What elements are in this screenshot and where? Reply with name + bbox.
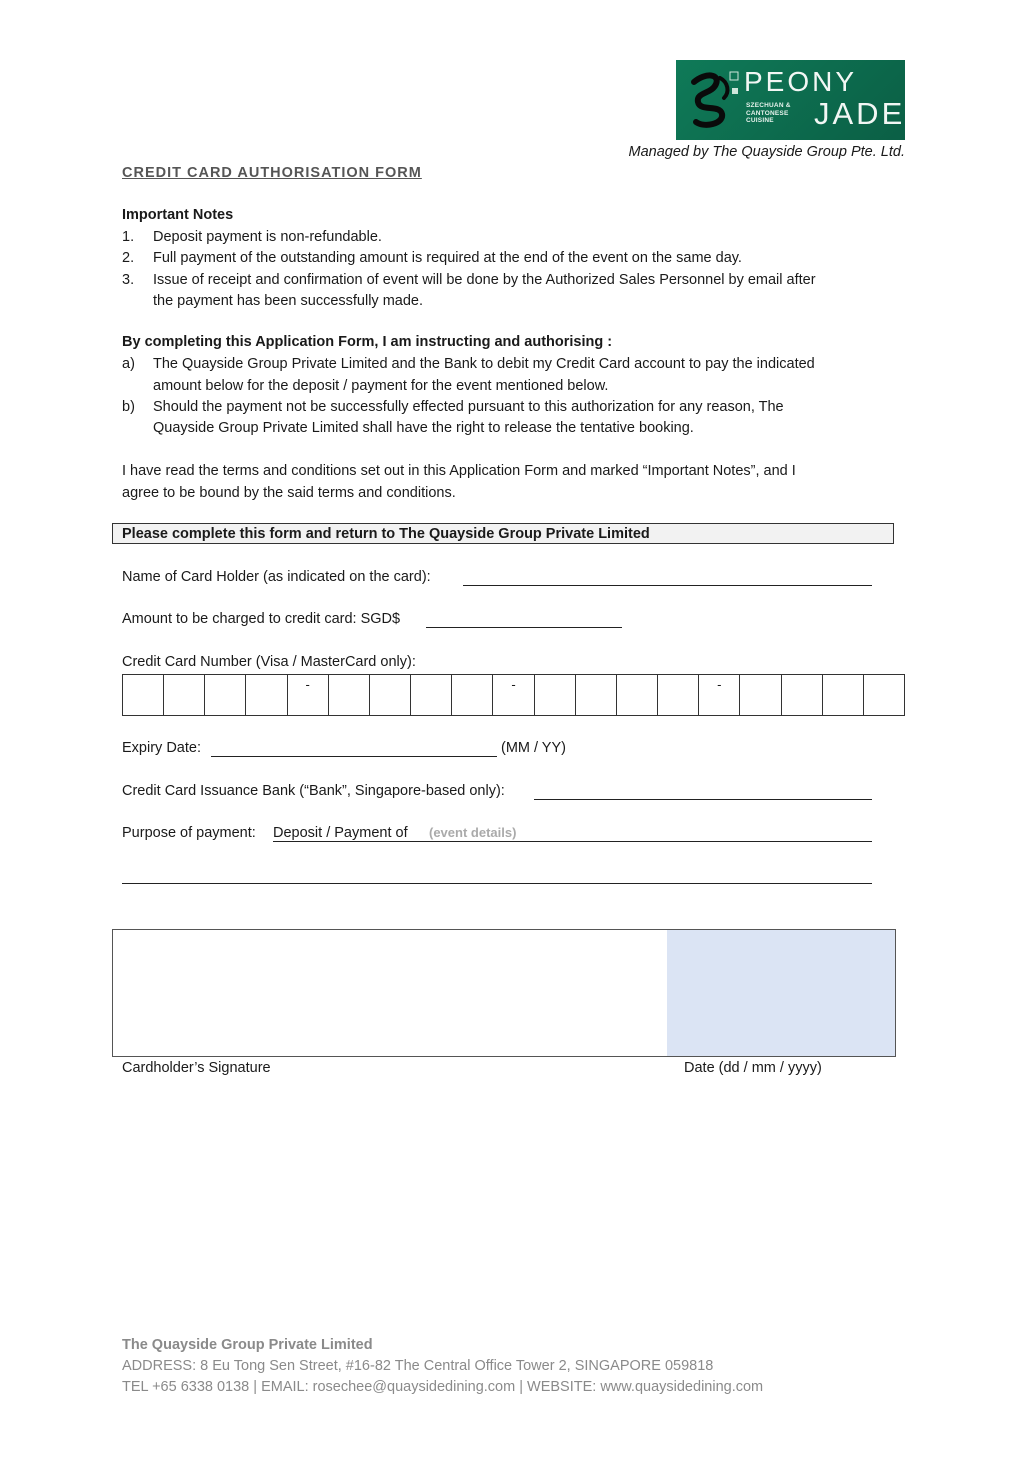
expiry-format: (MM / YY) — [501, 740, 566, 756]
cardholder-signature-label: Cardholder’s Signature — [122, 1060, 271, 1076]
managed-by-text: Managed by The Quayside Group Pte. Ltd. — [628, 144, 905, 160]
card-holder-label: Name of Card Holder (as indicated on the card): — [122, 569, 431, 585]
peony-jade-logo — [676, 60, 905, 140]
important-notes-heading: Important Notes — [122, 207, 234, 223]
purpose-field-line2[interactable] — [122, 883, 872, 884]
bank-label: Credit Card Issuance Bank (“Bank”, Singapore-based only): — [122, 783, 505, 799]
logo-brand-top: PEONY — [744, 66, 858, 97]
footer-company: The Quayside Group Private Limited — [122, 1337, 373, 1353]
card-digit-cell[interactable] — [658, 675, 699, 715]
note-item: 3. Issue of receipt and confirmation of event will be done by the Authorized Sales Personnel by email after the payment has been successfully made. — [122, 272, 816, 309]
logo-subtitle: SZECHUAN & CANTONESE CUISINE — [746, 102, 791, 124]
amount-field[interactable] — [426, 627, 622, 628]
card-digit-cell[interactable] — [535, 675, 576, 715]
date-label: Date (dd / mm / yyyy) — [684, 1060, 822, 1076]
card-digit-cell[interactable] — [246, 675, 287, 715]
signature-area[interactable] — [113, 930, 668, 1056]
card-digit-cell[interactable] — [452, 675, 493, 715]
card-separator-cell: - — [493, 675, 534, 715]
event-details-placeholder: (event details) — [429, 825, 517, 840]
bank-field[interactable] — [534, 799, 872, 800]
card-digit-cell[interactable] — [329, 675, 370, 715]
purpose-label: Purpose of payment: — [122, 825, 256, 841]
card-digit-cell[interactable] — [864, 675, 904, 715]
agreement-text: I have read the terms and conditions set out in this Application Form and marked “Important Notes”, and I agree to be bound by the said terms and conditions. — [122, 463, 796, 501]
card-digit-cell[interactable] — [576, 675, 617, 715]
card-holder-field[interactable] — [463, 585, 872, 586]
signature-box — [112, 929, 896, 1057]
card-digit-cell[interactable] — [782, 675, 823, 715]
logo-brand-bottom: JADE — [814, 96, 906, 131]
form-title: CREDIT CARD AUTHORISATION FORM — [122, 165, 422, 181]
card-number-grid — [122, 674, 905, 716]
note-item: 2. Full payment of the outstanding amount is required at the end of the event on the same day. — [122, 250, 742, 266]
authorising-heading: By completing this Application Form, I am instructing and authorising : — [122, 334, 613, 350]
footer-contact: TEL +65 6338 0138 | EMAIL: rosechee@quaysidedining.com | WEBSITE: www.quaysidedining.com — [122, 1379, 764, 1395]
card-number-label: Credit Card Number (Visa / MasterCard only): — [122, 654, 416, 670]
card-digit-cell[interactable] — [740, 675, 781, 715]
instructions-banner: Please complete this form and return to The Quayside Group Private Limited — [112, 523, 894, 544]
authorising-item: b) Should the payment not be successfully effected pursuant to this authorization for any reason, The Quayside Group Private Limited shall have the right to release the tentative booking. — [122, 399, 784, 436]
card-digit-cell[interactable] — [123, 675, 164, 715]
card-digit-cell[interactable] — [370, 675, 411, 715]
purpose-field[interactable] — [273, 841, 872, 842]
card-digit-cell[interactable] — [617, 675, 658, 715]
authorising-item: a) The Quayside Group Private Limited and the Bank to debit my Credit Card account to pay the indicated amount below for the deposit / payment for the event mentioned below. — [122, 356, 815, 394]
purpose-value: Deposit / Payment of — [273, 825, 408, 841]
card-separator-cell: - — [288, 675, 329, 715]
expiry-label: Expiry Date: — [122, 740, 201, 756]
footer-address: ADDRESS: 8 Eu Tong Sen Street, #16-82 The Central Office Tower 2, SINGAPORE 059818 — [122, 1358, 714, 1374]
calligraphy-logo-icon — [686, 68, 742, 132]
note-item: 1. Deposit payment is non-refundable. — [122, 229, 382, 245]
card-digit-cell[interactable] — [205, 675, 246, 715]
date-area[interactable] — [667, 930, 895, 1056]
card-separator-cell: - — [699, 675, 740, 715]
card-digit-cell[interactable] — [164, 675, 205, 715]
expiry-field[interactable] — [211, 756, 497, 757]
card-digit-cell[interactable] — [823, 675, 864, 715]
amount-label: Amount to be charged to credit card: SGD$ — [122, 611, 401, 627]
card-digit-cell[interactable] — [411, 675, 452, 715]
